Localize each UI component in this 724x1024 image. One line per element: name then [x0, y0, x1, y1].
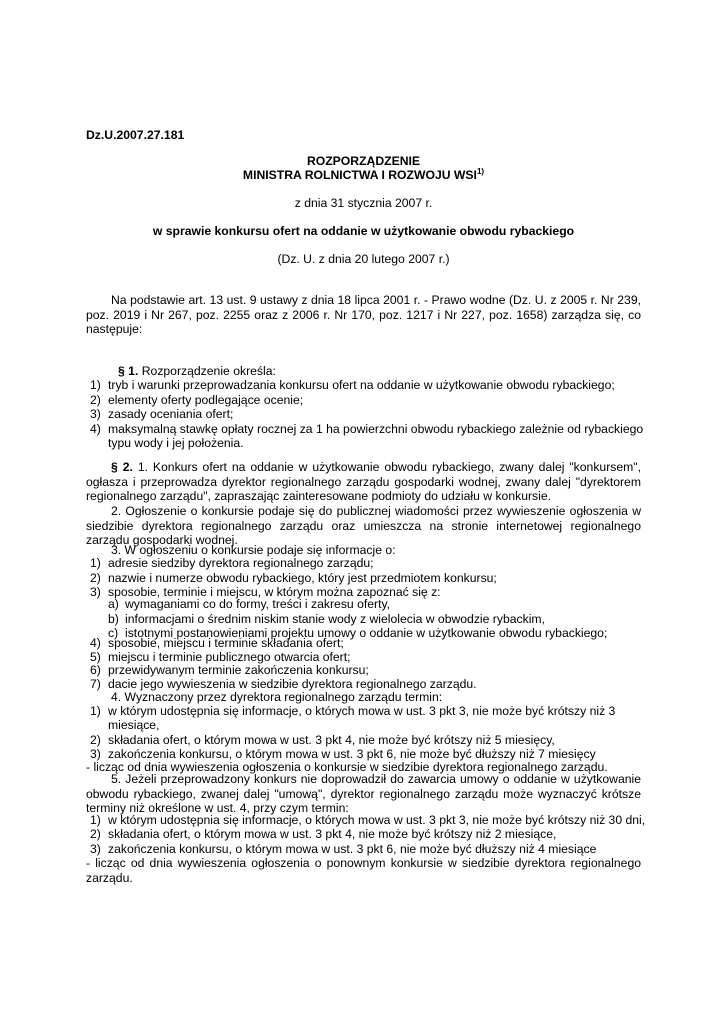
- section-2-para-5-item-number: 1): [90, 813, 101, 827]
- section-2-para-4-item-number: 3): [90, 746, 101, 761]
- section-2-para-4-item-text: składania ofert, o którym mowa w ust. 3 pkt 4, nie może być krótszy niż 5 miesięcy,: [108, 732, 555, 747]
- section-2-para-5-item-number: 3): [90, 841, 101, 856]
- section-1-mark: § 1.: [118, 364, 139, 378]
- section-2-subitem-number: a): [108, 597, 119, 611]
- section-2-item-text: adresie siedziby dyrektora regionalnego zarządu;: [108, 556, 374, 570]
- section-1-item-text: tryb i warunki przeprowadzania konkursu ofert na oddanie w użytkowanie obwodu rybackiego;: [108, 378, 615, 392]
- section-1-intro: Rozporządzenie określa:: [141, 364, 276, 378]
- section-2-para-5: 5. Jeżeli przeprowadzony konkurs nie doprowadził do zawarcia umowy o oddanie w użytkowanie obwodu rybackiego, zwanej dalej "umową", dyrektor regionalnego zarządu może wyznaczyć krótsze terminy niż określone w ust. 4, przy czym termin:: [86, 772, 641, 816]
- date-line: z dnia 31 stycznia 2007 r.: [294, 196, 433, 210]
- section-2-subitem-number: c): [108, 626, 119, 641]
- section-2-para-4-item-text: w którym udostępnia się informacje, o których mowa w ust. 3 pkt 3, nie może być krótszy niż 3: [108, 704, 616, 718]
- section-2-item-text: dacie jego wywieszenia w siedzibie dyrektora regionalnego zarządu.: [108, 676, 477, 691]
- publication-line: (Dz. U. z dnia 20 lutego 2007 r.): [277, 252, 450, 266]
- section-2-item-text: sposobie, miejscu i terminie składania ofert;: [108, 636, 344, 650]
- section-2-item-text: przewidywanym terminie zakończenia konkursu;: [108, 663, 369, 678]
- section-2-subitem-text: wymaganiami co do formy, treści i zakresu oferty,: [125, 597, 391, 611]
- section-2-para-4: 4. Wyznaczony przez dyrektora regionalnego zarządu termin:: [111, 690, 443, 704]
- section-2-item-number: 3): [90, 585, 101, 600]
- section-2-item-text: miejscu i terminie publicznego otwarcia ofert;: [108, 649, 351, 664]
- section-2-para-4-item-number: 2): [90, 732, 101, 747]
- section-2-para-5-item-text: w którym udostępnia się informacje, o których mowa w ust. 3 pkt 3, nie może być krótszy niż 30 dni,: [108, 813, 646, 827]
- section-2-mark: § 2.: [111, 460, 133, 474]
- title-text: MINISTRA ROLNICTWA I ROZWOJU WSI: [242, 168, 477, 182]
- section-1-heading: [118, 364, 276, 379]
- section-1-item-number: 1): [90, 378, 101, 392]
- footnote-marker: 1): [476, 167, 485, 176]
- subject-line: w sprawie konkursu ofert na oddanie w użytkowanie obwodu rybackiego: [152, 224, 575, 238]
- section-1-item-number: 3): [90, 407, 101, 422]
- section-2-para-4-item-number: 1): [90, 704, 101, 718]
- section-2-para-5-item-text: zakończenia konkursu, o którym mowa w ust. 3 pkt 6, nie może być dłuższy niż 4 miesiące: [108, 841, 597, 856]
- section-1-item-text: elementy oferty podlegające ocenie;: [108, 392, 304, 407]
- title-line-1: ROZPORZĄDZENIE: [306, 154, 421, 168]
- title-line-2: [86, 168, 641, 183]
- section-2-item-number: 5): [90, 649, 101, 664]
- section-2-para-1-text: 1. Konkurs ofert na oddanie w użytkowanie obwodu rybackiego, zwany dalej "konkursem", ogłasza i przeprowadza dyrektor regionalnego zarządu gospodarki wodnej, zwany dalej "dyrektorem regionalnego zarządu", zapraszając zainteresowane podmioty do udziału w konkursie.: [86, 460, 641, 504]
- section-2-item-text: nazwie i numerze obwodu rybackiego, który jest przedmiotem konkursu;: [108, 570, 497, 585]
- section-1-item-number: 4): [90, 421, 101, 436]
- section-2-para-4-tail: - licząc od dnia wywieszenia ogłoszenia o konkursie w siedzibie dyrektora regionalnego zarządu.: [86, 760, 608, 774]
- section-2-subitem-text: istotnymi postanowieniami projektu umowy o oddanie w użytkowanie obwodu rybackiego;: [125, 626, 608, 641]
- section-2-item-number: 6): [90, 663, 101, 678]
- section-2-para-2: 2. Ogłoszenie o konkursie podaje się do publicznej wiadomości przez wywieszenie ogłoszenia w siedzibie dyrektora regionalnego zarządu oraz umieszcza na stronie internetowej regionalnego zarządu gospodarki wodnej.: [86, 504, 641, 548]
- section-2-item-number: 2): [90, 570, 101, 585]
- section-1-item-text: typu wody i jej położenia.: [108, 436, 244, 451]
- section-1-item-text: zasady oceniania ofert;: [108, 407, 234, 422]
- section-2-para-4-item-text: miesiące,: [108, 718, 160, 733]
- section-2-item-number: 1): [90, 556, 101, 570]
- section-2-para-1: [86, 460, 641, 504]
- section-2-item-text: sposobie, terminie i miejscu, w którym można zapoznać się z:: [108, 585, 441, 600]
- preamble: Na podstawie art. 13 ust. 9 ustawy z dnia 18 lipca 2001 r. - Prawo wodne (Dz. U. z 2005 r. Nr 239, poz. 2019 i Nr 267, poz. 2255 oraz z 2006 r. Nr 170, poz. 1217 i Nr 227, poz. 1658) zarządza się, co następuje:: [86, 293, 641, 337]
- section-2-item-number: 4): [90, 636, 101, 650]
- section-2-para-5-item-number: 2): [90, 827, 101, 842]
- section-2-subitem-number: b): [108, 611, 119, 626]
- section-2-item-number: 7): [90, 676, 101, 691]
- section-1-item-text: maksymalną stawkę opłaty rocznej za 1 ha powierzchni obwodu rybackiego zależnie od rybackiego: [108, 421, 644, 436]
- section-2-subitem-text: informacjami o średnim niskim stanie wody z wielolecia w obwodzie rybackim,: [125, 611, 545, 626]
- document-reference: Dz.U.2007.27.181: [86, 128, 185, 142]
- section-2-para-4-item-text: zakończenia konkursu, o którym mowa w ust. 3 pkt 6, nie może być dłuższy niż 7 miesięcy: [108, 746, 596, 761]
- section-2-para-3: 3. W ogłoszeniu o konkursie podaje się informacje o:: [111, 543, 396, 557]
- section-2-para-5-tail: - licząc od dnia wywieszenia ogłoszenia o ponownym konkursie w siedzibie dyrektora regionalnego zarządu.: [86, 856, 641, 885]
- section-2-para-5-item-text: składania ofert, o którym mowa w ust. 3 pkt 4, nie może być krótszy niż 2 miesiące,: [108, 827, 557, 842]
- section-1-item-number: 2): [90, 392, 101, 407]
